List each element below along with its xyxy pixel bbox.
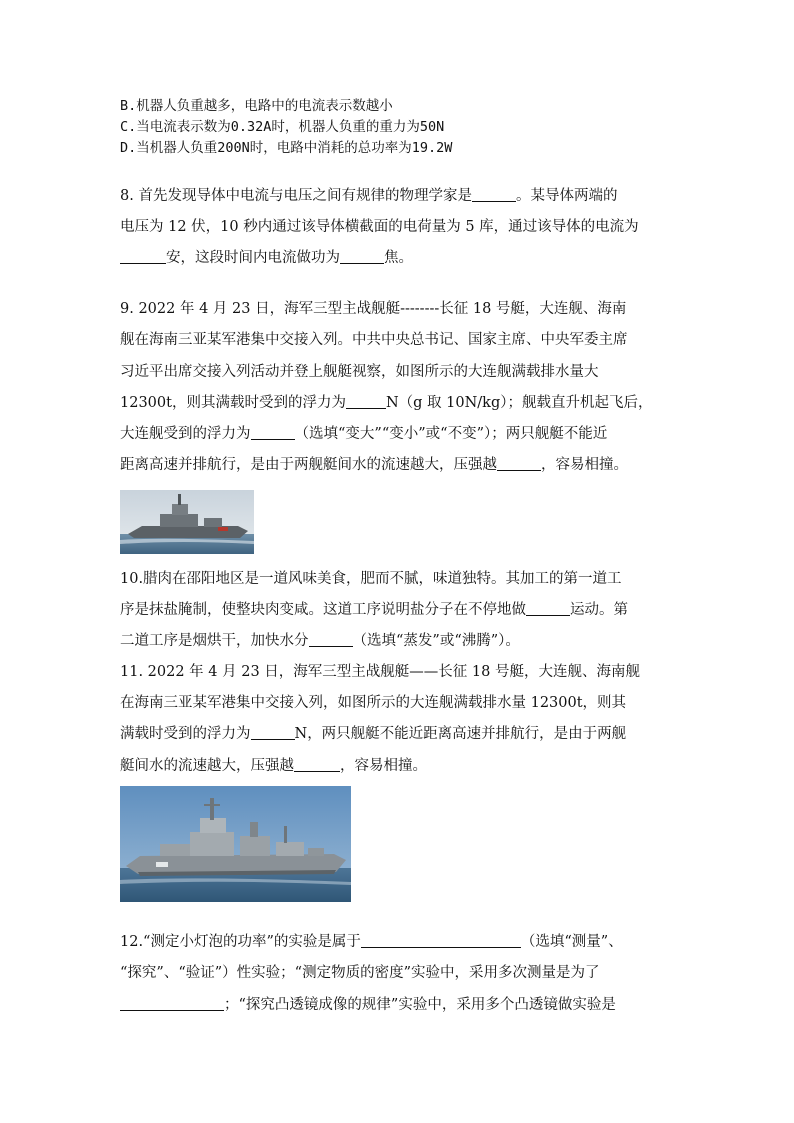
q11-text-3b: N，两只舰艇不能近距离高速并排航行，是由于两舰 <box>294 726 627 742</box>
q9-line-6 <box>120 455 628 475</box>
q10-text-2a: 序是抹盐腌制，使整块肉变咸。这道工序说明盐分子在不停地做 <box>120 602 526 618</box>
q9-text-4a: 12300t，则其满载时受到的浮力为 <box>120 395 346 411</box>
q11-line-3 <box>120 724 626 744</box>
q10-text-3a: 二道工序是烟烘干，加快水分 <box>120 633 309 649</box>
warship-photo-dalian <box>120 490 254 554</box>
q8-text-1a: 8. 首先发现导体中电流与电压之间有规律的物理学家是 <box>120 188 472 204</box>
q10-text-3b: （选填“蒸发”或“沸腾”）。 <box>352 633 520 649</box>
q11-line-4 <box>120 756 427 776</box>
q11-text-4b: ，容易相撞。 <box>340 758 427 774</box>
q11-text-3a: 满载时受到的浮力为 <box>120 726 251 742</box>
q9-line-4 <box>120 393 652 413</box>
q12-line-1 <box>120 932 623 952</box>
q12-line-2: “探究”、“验证”）性实验；“测定物质的密度”实验中，采用多次测量是为了 <box>120 965 600 981</box>
answer-blank[interactable] <box>251 424 295 440</box>
answer-blank[interactable] <box>120 248 166 264</box>
answer-blank[interactable] <box>472 186 516 202</box>
q7-option-b: B.机器人负重越多，电路中的电流表示数越小 <box>120 98 393 114</box>
q8-text-3b: 焦。 <box>384 250 413 266</box>
q12-text-1a: 12.“测定小灯泡的功率”的实验是属于 <box>120 934 361 950</box>
q8-line-2: 电压为 12 伏，10 秒内通过该导体横截面的电荷量为 5 库，通过该导体的电流为 <box>120 219 639 235</box>
answer-blank[interactable] <box>526 600 570 616</box>
q9-line-1: 9. 2022 年 4 月 23 日，海军三型主战舰艇--------长征 18 号艇，大连舰、海南 <box>120 301 627 317</box>
q8-text-1b: 。某导体两端的 <box>515 188 618 204</box>
answer-blank[interactable] <box>346 393 386 409</box>
q12-line-3 <box>120 995 616 1015</box>
q7-option-c: C.当电流表示数为0.32A时，机器人负重的重力为50N <box>120 119 445 135</box>
q9-text-4b: N（g 取 10N/kg）；舰载直升机起飞后， <box>385 395 653 411</box>
q12-text-1b: （选填“测量”、 <box>520 934 623 950</box>
q9-text-6b: ，容易相撞。 <box>541 457 628 473</box>
q9-text-6a: 距离高速并排航行，是由于两舰艇间水的流速越大，压强越 <box>120 457 497 473</box>
q8-line-1 <box>120 186 617 206</box>
warship-photo-destroyer <box>120 786 351 902</box>
answer-blank[interactable] <box>294 756 340 772</box>
q9-text-5b: （选填“变大”“变小”或“不变”）；两只舰艇不能近 <box>294 426 608 442</box>
q10-text-2b: 运动。第 <box>570 602 628 618</box>
q10-line-3 <box>120 631 520 651</box>
q7-option-d: D.当机器人负重200N时，电路中消耗的总功率为19.2W <box>120 140 453 156</box>
answer-blank[interactable] <box>497 455 541 471</box>
q12-text-3b: ；“探究凸透镜成像的规律”实验中，采用多个凸透镜做实验是 <box>224 997 616 1013</box>
q8-text-3a: 安，这段时间内电流做功为 <box>166 250 340 266</box>
q9-line-5 <box>120 424 607 444</box>
answer-blank[interactable] <box>309 631 353 647</box>
q9-line-3: 习近平出席交接入列活动并登上舰艇视察，如图所示的大连舰满载排水量大 <box>120 364 599 380</box>
q9-text-5a: 大连舰受到的浮力为 <box>120 426 251 442</box>
q10-line-2 <box>120 600 628 620</box>
answer-blank[interactable] <box>120 995 224 1011</box>
answer-blank[interactable] <box>361 932 521 948</box>
q9-line-2: 舰在海南三亚某军港集中交接入列。中共中央总书记、国家主席、中央军委主席 <box>120 332 628 348</box>
answer-blank[interactable] <box>251 724 295 740</box>
q11-text-4a: 艇间水的流速越大，压强越 <box>120 758 294 774</box>
q11-line-1: 11. 2022 年 4 月 23 日，海军三型主战舰艇——长征 18 号艇，大连舰、海南舰 <box>120 664 640 680</box>
q11-line-2: 在海南三亚某军港集中交接入列，如图所示的大连舰满载排水量 12300t，则其 <box>120 695 627 711</box>
answer-blank[interactable] <box>340 248 384 264</box>
q10-line-1: 10.腊肉在邵阳地区是一道风味美食，肥而不腻，味道独特。其加工的第一道工 <box>120 571 622 587</box>
q8-line-3 <box>120 248 413 268</box>
